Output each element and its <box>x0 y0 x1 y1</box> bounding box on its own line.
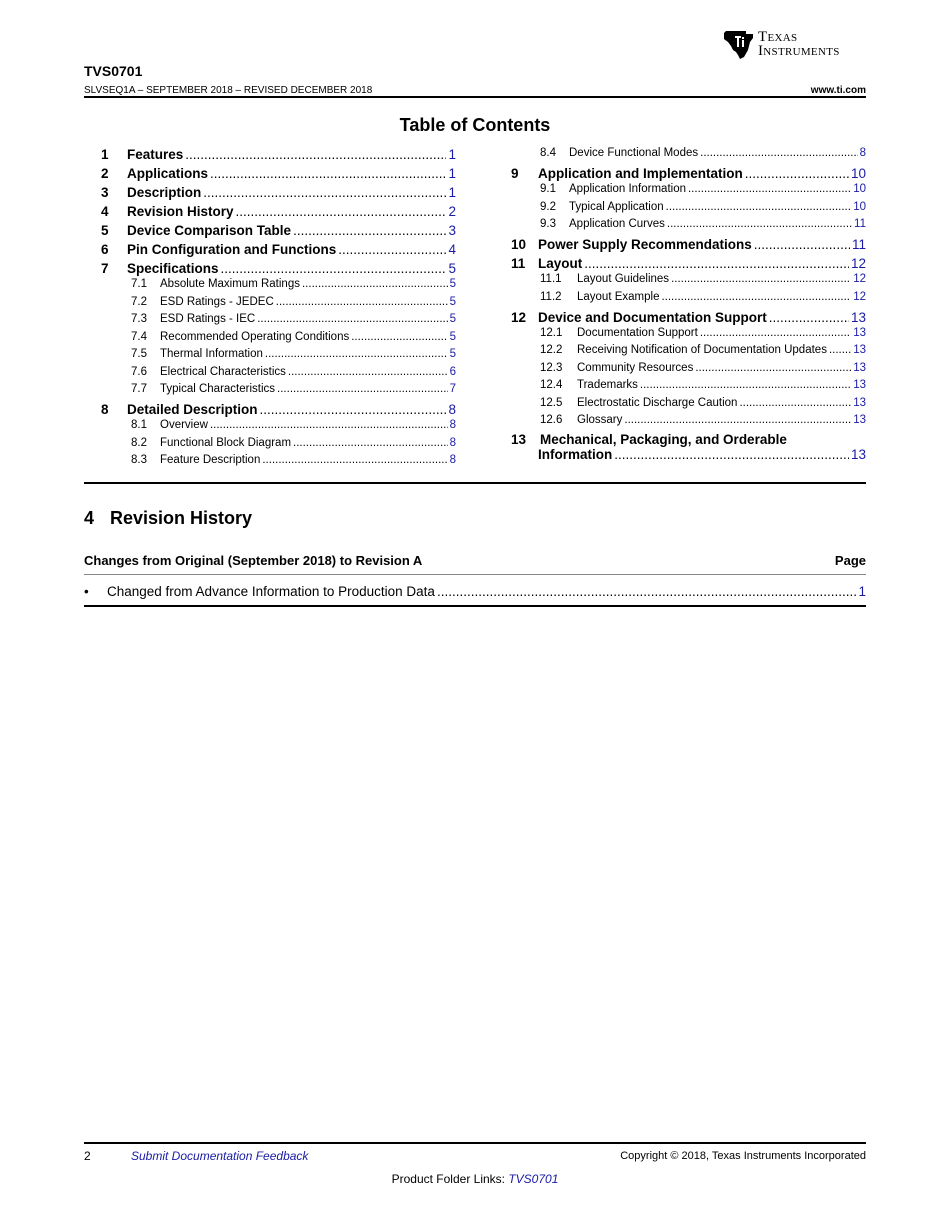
toc-entry-8[interactable] <box>101 402 456 420</box>
toc-num: 12.2 <box>540 344 563 356</box>
toc-leader-dots <box>700 147 857 159</box>
toc-entry-12-5[interactable] <box>540 397 866 413</box>
page-number: 2 <box>84 1149 91 1163</box>
toc-entry-6[interactable] <box>101 242 456 260</box>
toc-leader-dots <box>745 166 849 181</box>
toc-label: Glossary <box>577 414 623 426</box>
toc-label: Typical Characteristics <box>160 383 276 395</box>
header-rule <box>84 96 866 98</box>
toc-label: Layout Example <box>577 290 660 303</box>
document-revision: SLVSEQ1A – SEPTEMBER 2018 – REVISED DECEMBER 2018 <box>84 85 373 96</box>
toc-entry-13[interactable] <box>511 432 787 447</box>
toc-num: 4 <box>101 204 109 219</box>
toc-label: Receiving Notification of Documentation Updates <box>577 344 827 356</box>
toc-label: Typical Application <box>569 200 664 213</box>
toc-label: Detailed Description <box>127 402 258 417</box>
website-link[interactable]: www.ti.com <box>810 85 866 96</box>
toc-page: 7 <box>449 383 456 395</box>
toc-page: 12 <box>853 273 866 285</box>
toc-entry-12-4[interactable] <box>540 379 866 395</box>
toc-leader-dots <box>829 344 851 356</box>
toc-leader-dots <box>671 273 851 285</box>
toc-page: 2 <box>448 204 456 219</box>
toc-bottom-rule <box>84 482 866 484</box>
toc-num: 8.1 <box>131 419 147 431</box>
toc-page: 11 <box>854 218 866 230</box>
toc-label: Feature Description <box>160 454 261 466</box>
toc-num: 12 <box>511 309 527 325</box>
toc-entry-7-7[interactable] <box>131 383 456 399</box>
toc-entry-12-6[interactable] <box>540 414 866 430</box>
toc-label: Trademarks <box>577 379 638 391</box>
toc-num: 7.2 <box>131 295 147 308</box>
toc-label: Application Information <box>569 183 686 195</box>
toc-num: 6 <box>101 242 109 257</box>
toc-num: 9.3 <box>540 218 556 230</box>
toc-leader-dots <box>185 147 446 162</box>
toc-leader-dots <box>351 331 447 343</box>
toc-entry-7[interactable] <box>101 261 456 279</box>
change-item[interactable] <box>84 584 866 602</box>
toc-label: Application and Implementation <box>538 166 743 181</box>
toc-page: 4 <box>448 242 456 257</box>
toc-leader-dots <box>640 379 851 391</box>
toc-leader-dots <box>667 218 852 230</box>
bullet: • <box>84 584 89 599</box>
toc-num: 9 <box>511 166 519 181</box>
toc-entry-1[interactable] <box>101 147 456 165</box>
toc-leader-dots <box>262 454 447 466</box>
toc-entry-11-1[interactable] <box>540 273 866 289</box>
toc-num: 7.6 <box>131 365 147 378</box>
toc-leader-dots <box>276 296 448 308</box>
toc-page: 13 <box>853 414 866 426</box>
toc-page: 6 <box>449 365 456 378</box>
toc-entry-3[interactable] <box>101 185 456 203</box>
toc-page: 10 <box>853 183 866 195</box>
toc-leader-dots <box>666 201 852 213</box>
toc-label: Electrostatic Discharge Caution <box>577 396 738 409</box>
toc-num: 7.4 <box>131 330 147 343</box>
toc-page: 13 <box>850 309 866 325</box>
toc-entry-8-3[interactable] <box>131 454 456 470</box>
toc-leader-dots <box>302 278 448 290</box>
folder-link[interactable]: TVS0701 <box>508 1172 559 1186</box>
toc-label: Electrical Characteristics <box>160 365 286 378</box>
toc-page: 13 <box>853 396 866 409</box>
toc-leader-dots <box>661 291 851 303</box>
toc-num: 12.3 <box>540 361 563 374</box>
toc-page: 10 <box>850 166 866 181</box>
toc-label: Community Resources <box>577 361 694 374</box>
toc-label: Device Comparison Table <box>127 223 292 238</box>
change-page: 1 <box>858 584 866 599</box>
toc-page: 8 <box>449 454 456 466</box>
toc-label: ESD Ratings - IEC <box>160 313 256 325</box>
toc-page: 1 <box>448 166 456 181</box>
toc-label: Overview <box>160 419 208 431</box>
toc-leader-dots <box>257 313 447 325</box>
toc-entry-2[interactable] <box>101 166 456 184</box>
copyright: Copyright © 2018, Texas Instruments Incorporated <box>620 1150 866 1162</box>
toc-label: Layout Guidelines <box>577 273 670 285</box>
toc-num: 10 <box>511 237 527 252</box>
toc-num: 11.2 <box>540 290 562 303</box>
toc-num: 12.4 <box>540 379 563 391</box>
folder-label: Product Folder Links: <box>391 1172 509 1186</box>
toc-entry-9-3[interactable] <box>540 218 866 234</box>
toc-num: 9.2 <box>540 200 556 213</box>
changes-rule <box>84 574 866 575</box>
document-id: TVS0701 <box>84 63 143 79</box>
toc-leader-dots <box>624 414 851 426</box>
toc-title: Table of Contents <box>399 115 551 135</box>
toc-page: 5 <box>448 261 456 276</box>
changes-page-label: Page <box>834 553 866 568</box>
toc-num: 8.2 <box>131 436 147 449</box>
toc-page: 12 <box>850 256 866 271</box>
toc-page: 5 <box>449 348 456 360</box>
toc-page: 5 <box>449 313 456 325</box>
toc-page: 12 <box>853 290 866 303</box>
ti-logo <box>722 28 868 64</box>
toc-label: Features <box>127 147 184 162</box>
toc-leader-dots <box>260 402 447 417</box>
toc-entry-7-5[interactable] <box>131 348 456 364</box>
toc-page: 13 <box>853 379 866 391</box>
toc-num: 7.5 <box>131 348 147 360</box>
toc-label: Description <box>127 185 202 200</box>
feedback-link[interactable]: Submit Documentation Feedback <box>131 1149 309 1163</box>
toc-label: Documentation Support <box>577 326 698 339</box>
toc-num: 12.1 <box>540 326 563 339</box>
toc-page: 8 <box>449 436 456 449</box>
change-text: Changed from Advance Information to Production Data <box>107 584 435 599</box>
toc-entry-12[interactable] <box>511 310 866 328</box>
toc-page: 8 <box>448 402 456 417</box>
toc-num: 9.1 <box>540 183 556 195</box>
toc-leader-dots <box>203 185 446 200</box>
toc-label: Absolute Maximum Ratings <box>160 278 300 290</box>
toc-entry-7-6[interactable] <box>131 366 456 382</box>
toc-entry-9-1[interactable] <box>540 183 866 199</box>
changes-bottom-rule <box>84 605 866 607</box>
toc-label: Applications <box>127 166 209 181</box>
toc-leader-dots <box>584 256 849 271</box>
toc-num: 11 <box>511 256 526 271</box>
toc-leader-dots <box>293 437 448 449</box>
toc-page: 3 <box>448 223 456 238</box>
toc-page: 13 <box>853 326 866 339</box>
toc-num: 11.1 <box>540 273 562 285</box>
toc-entry-12-2[interactable] <box>540 344 866 360</box>
toc-page: 5 <box>449 278 456 290</box>
changes-title: Changes from Original (September 2018) to Revision A <box>84 553 423 568</box>
toc-leader-dots <box>739 397 851 409</box>
toc-entry-8-4[interactable] <box>540 147 866 163</box>
toc-page: 11 <box>851 237 866 252</box>
toc-num: 13 <box>511 432 527 447</box>
toc-page: 5 <box>449 295 456 308</box>
toc-leader-dots <box>700 327 851 339</box>
toc-label: Thermal Information <box>160 348 263 360</box>
toc-entry-5[interactable] <box>101 223 456 241</box>
product-folder-links <box>0 1172 950 1186</box>
toc-leader-dots <box>688 183 851 195</box>
toc-page: 1 <box>448 185 456 200</box>
toc-num: 8.4 <box>540 147 556 159</box>
section-number: 4 <box>84 508 95 528</box>
toc-entry-9[interactable] <box>511 166 866 184</box>
toc-entry-7-2[interactable] <box>131 296 456 312</box>
toc-num: 3 <box>101 185 109 200</box>
toc-label: Mechanical, Packaging, and Orderable <box>540 432 787 447</box>
toc-leader-dots <box>210 166 446 181</box>
toc-entry-9-2[interactable] <box>540 201 866 217</box>
toc-leader-dots <box>769 310 849 325</box>
toc-entry-8-2[interactable] <box>131 437 456 453</box>
toc-entry-12-1[interactable] <box>540 327 866 343</box>
toc-leader-dots <box>754 237 850 252</box>
toc-entry-12-3[interactable] <box>540 362 866 378</box>
logo-line-1: Texas <box>758 29 798 45</box>
toc-page: 13 <box>853 361 866 374</box>
toc-leader-dots <box>338 242 446 257</box>
toc-label: Device and Documentation Support <box>538 309 767 325</box>
toc-page: 10 <box>853 200 866 213</box>
toc-label: Application Curves <box>569 218 665 230</box>
toc-page: 1 <box>448 147 456 162</box>
toc-leader-dots <box>288 366 448 378</box>
toc-entry-11[interactable] <box>511 256 866 274</box>
toc-label: Revision History <box>127 204 234 219</box>
toc-num: 8 <box>101 402 109 417</box>
toc-leader-dots <box>210 419 448 431</box>
toc-num: 12.6 <box>540 414 563 426</box>
toc-leader-dots <box>277 383 448 395</box>
toc-label: Power Supply Recommendations <box>538 237 752 252</box>
toc-entry-8-1[interactable] <box>131 419 456 435</box>
section-heading <box>84 508 252 529</box>
toc-entry-10[interactable] <box>511 237 866 255</box>
toc-leader-dots <box>293 223 446 238</box>
toc-num: 1 <box>101 147 109 162</box>
toc-entry-7-3[interactable] <box>131 313 456 329</box>
toc-entry-7-4[interactable] <box>131 331 456 347</box>
toc-entry-11-2[interactable] <box>540 291 866 307</box>
toc-page: 8 <box>449 419 456 431</box>
toc-page: 13 <box>850 447 866 462</box>
toc-num: 8.3 <box>131 454 147 466</box>
logo-line-2: Instruments <box>758 43 840 59</box>
toc-num: 7.3 <box>131 313 147 325</box>
toc-page: 5 <box>449 330 456 343</box>
toc-label: Device Functional Modes <box>569 147 699 159</box>
toc-num: 7.7 <box>131 383 147 395</box>
toc-leader-dots <box>695 362 851 374</box>
toc-label: Layout <box>538 256 583 271</box>
section-title: Revision History <box>110 508 253 528</box>
toc-label: Functional Block Diagram <box>160 436 292 449</box>
toc-label: Pin Configuration and Functions <box>127 242 337 257</box>
toc-leader-dots <box>614 447 849 462</box>
toc-label: ESD Ratings - JEDEC <box>160 295 274 308</box>
toc-leader-dots <box>236 204 447 219</box>
toc-entry-4[interactable] <box>101 204 456 222</box>
toc-entry-7-1[interactable] <box>131 278 456 294</box>
footer-rule <box>84 1142 866 1144</box>
toc-label: Information <box>538 447 613 462</box>
toc-num: 7 <box>101 261 109 276</box>
toc-page: 8 <box>859 147 866 159</box>
ti-logo-icon <box>722 28 756 60</box>
toc-leader-dots <box>265 348 448 360</box>
change-leader-dots <box>437 584 857 599</box>
toc-num: 12.5 <box>540 396 563 409</box>
toc-label: Specifications <box>127 261 219 276</box>
toc-entry-13-line2[interactable] <box>538 447 866 465</box>
toc-label: Recommended Operating Conditions <box>160 330 350 343</box>
toc-page: 13 <box>853 344 866 356</box>
toc-num: 2 <box>101 166 109 181</box>
toc-num: 7.1 <box>131 278 147 290</box>
toc-num: 5 <box>101 223 109 238</box>
toc-leader-dots <box>221 261 447 276</box>
